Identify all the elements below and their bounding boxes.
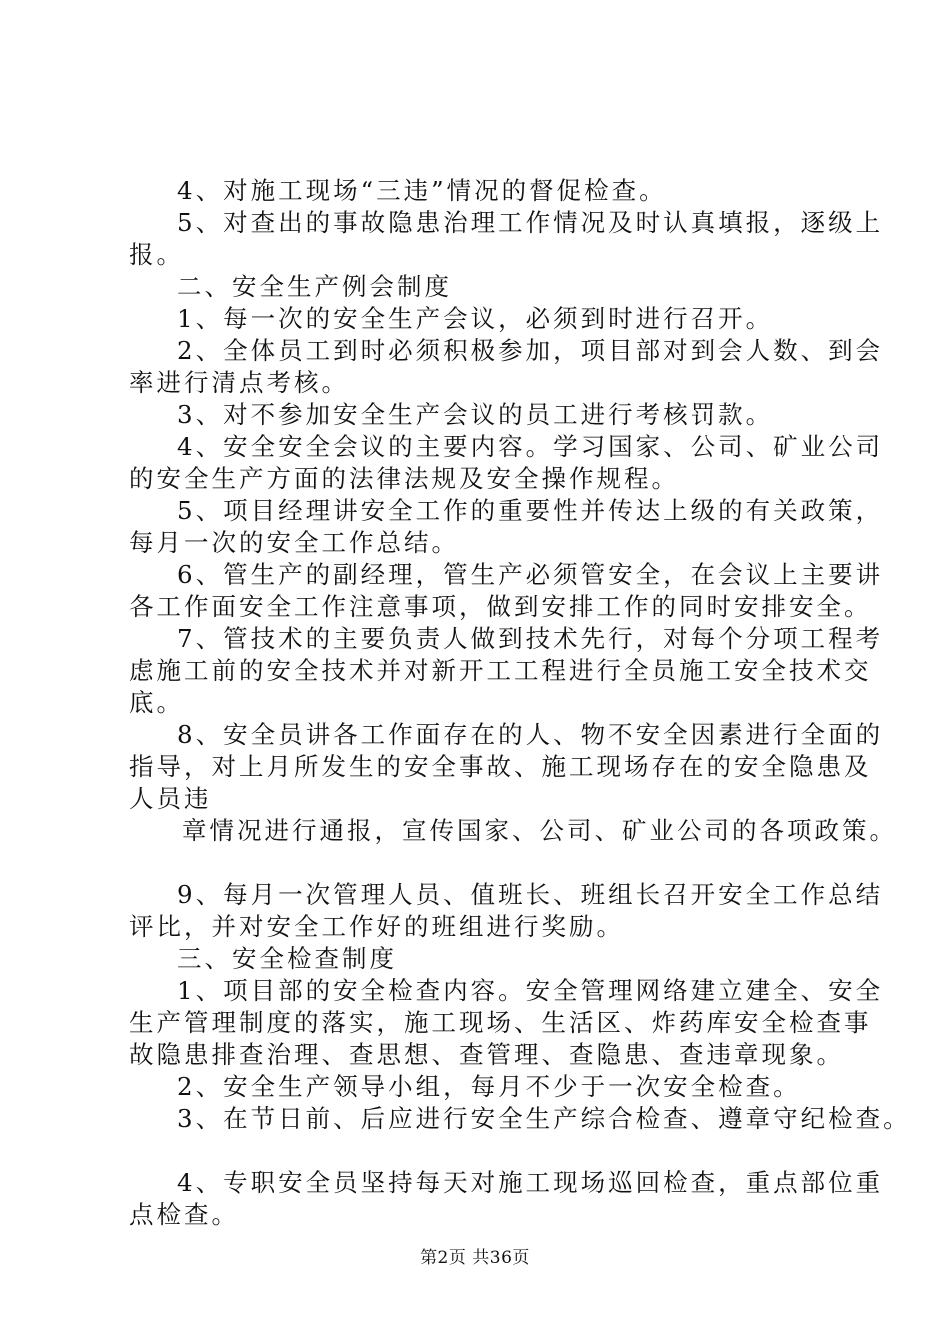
paragraph-line: 6、管生产的副经理，管生产必须管安全，在会议上主要讲 <box>177 560 884 589</box>
paragraph-line: 报。 <box>129 240 184 269</box>
paragraph-line: 故隐患排查治理、查思想、查管理、查隐患、查违章现象。 <box>129 1040 844 1069</box>
paragraph-line: 底。 <box>129 688 184 717</box>
paragraph-line: 1、每一次的安全生产会议，必须到时进行召开。 <box>177 304 774 333</box>
paragraph-line: 指导，对上月所发生的安全事故、施工现场存在的安全隐患及 <box>129 752 872 781</box>
paragraph-line: 率进行清点考核。 <box>129 368 349 397</box>
paragraph-line: 2、安全生产领导小组，每月不少于一次安全检查。 <box>177 1072 801 1101</box>
paragraph-line: 1、项目部的安全检查内容。安全管理网络建立建全、安全 <box>177 976 884 1005</box>
paragraph-line: 9、每月一次管理人员、值班长、班组长召开安全工作总结 <box>177 880 884 909</box>
paragraph-line: 5、项目经理讲安全工作的重要性并传达上级的有关政策， <box>177 496 884 525</box>
paragraph-line: 4、专职安全员坚持每天对施工现场巡回检查，重点部位重 <box>177 1168 884 1197</box>
paragraph-line: 8、安全员讲各工作面存在的人、物不安全因素进行全面的 <box>177 720 884 749</box>
paragraph-line: 7、管技术的主要负责人做到技术先行，对每个分项工程考 <box>177 624 884 653</box>
paragraph-line: 人员违 <box>129 784 212 813</box>
paragraph-line: 点检查。 <box>129 1200 239 1229</box>
paragraph-line: 虑施工前的安全技术并对新开工工程进行全员施工安全技术交 <box>129 656 872 685</box>
paragraph-line: 章情况进行通报，宣传国家、公司、矿业公司的各项政策。 <box>182 816 897 845</box>
paragraph-line: 4、对施工现场“三违”情况的督促检查。 <box>177 176 667 205</box>
section-heading: 三、安全检查制度 <box>177 944 397 973</box>
paragraph-line: 5、对查出的事故隐患治理工作情况及时认真填报，逐级上 <box>177 208 884 237</box>
paragraph-line: 3、在节日前、后应进行安全生产综合检查、遵章守纪检查。 <box>177 1104 911 1133</box>
page-number-footer: 第2页 共36页 <box>420 1248 530 1268</box>
paragraph-line: 3、对不参加安全生产会议的员工进行考核罚款。 <box>177 400 774 429</box>
paragraph-line: 评比，并对安全工作好的班组进行奖励。 <box>129 912 624 941</box>
paragraph-line: 的安全生产方面的法律法规及安全操作规程。 <box>129 464 679 493</box>
paragraph-line: 2、全体员工到时必须积极参加，项目部对到会人数、到会 <box>177 336 884 365</box>
section-heading: 二、安全生产例会制度 <box>177 272 452 301</box>
paragraph-line: 生产管理制度的落实，施工现场、生活区、炸药库安全检查事 <box>129 1008 872 1037</box>
paragraph-line: 各工作面安全工作注意事项，做到安排工作的同时安排安全。 <box>129 592 872 621</box>
paragraph-line: 4、安全安全会议的主要内容。学习国家、公司、矿业公司 <box>177 432 884 461</box>
paragraph-line: 每月一次的安全工作总结。 <box>129 528 459 557</box>
